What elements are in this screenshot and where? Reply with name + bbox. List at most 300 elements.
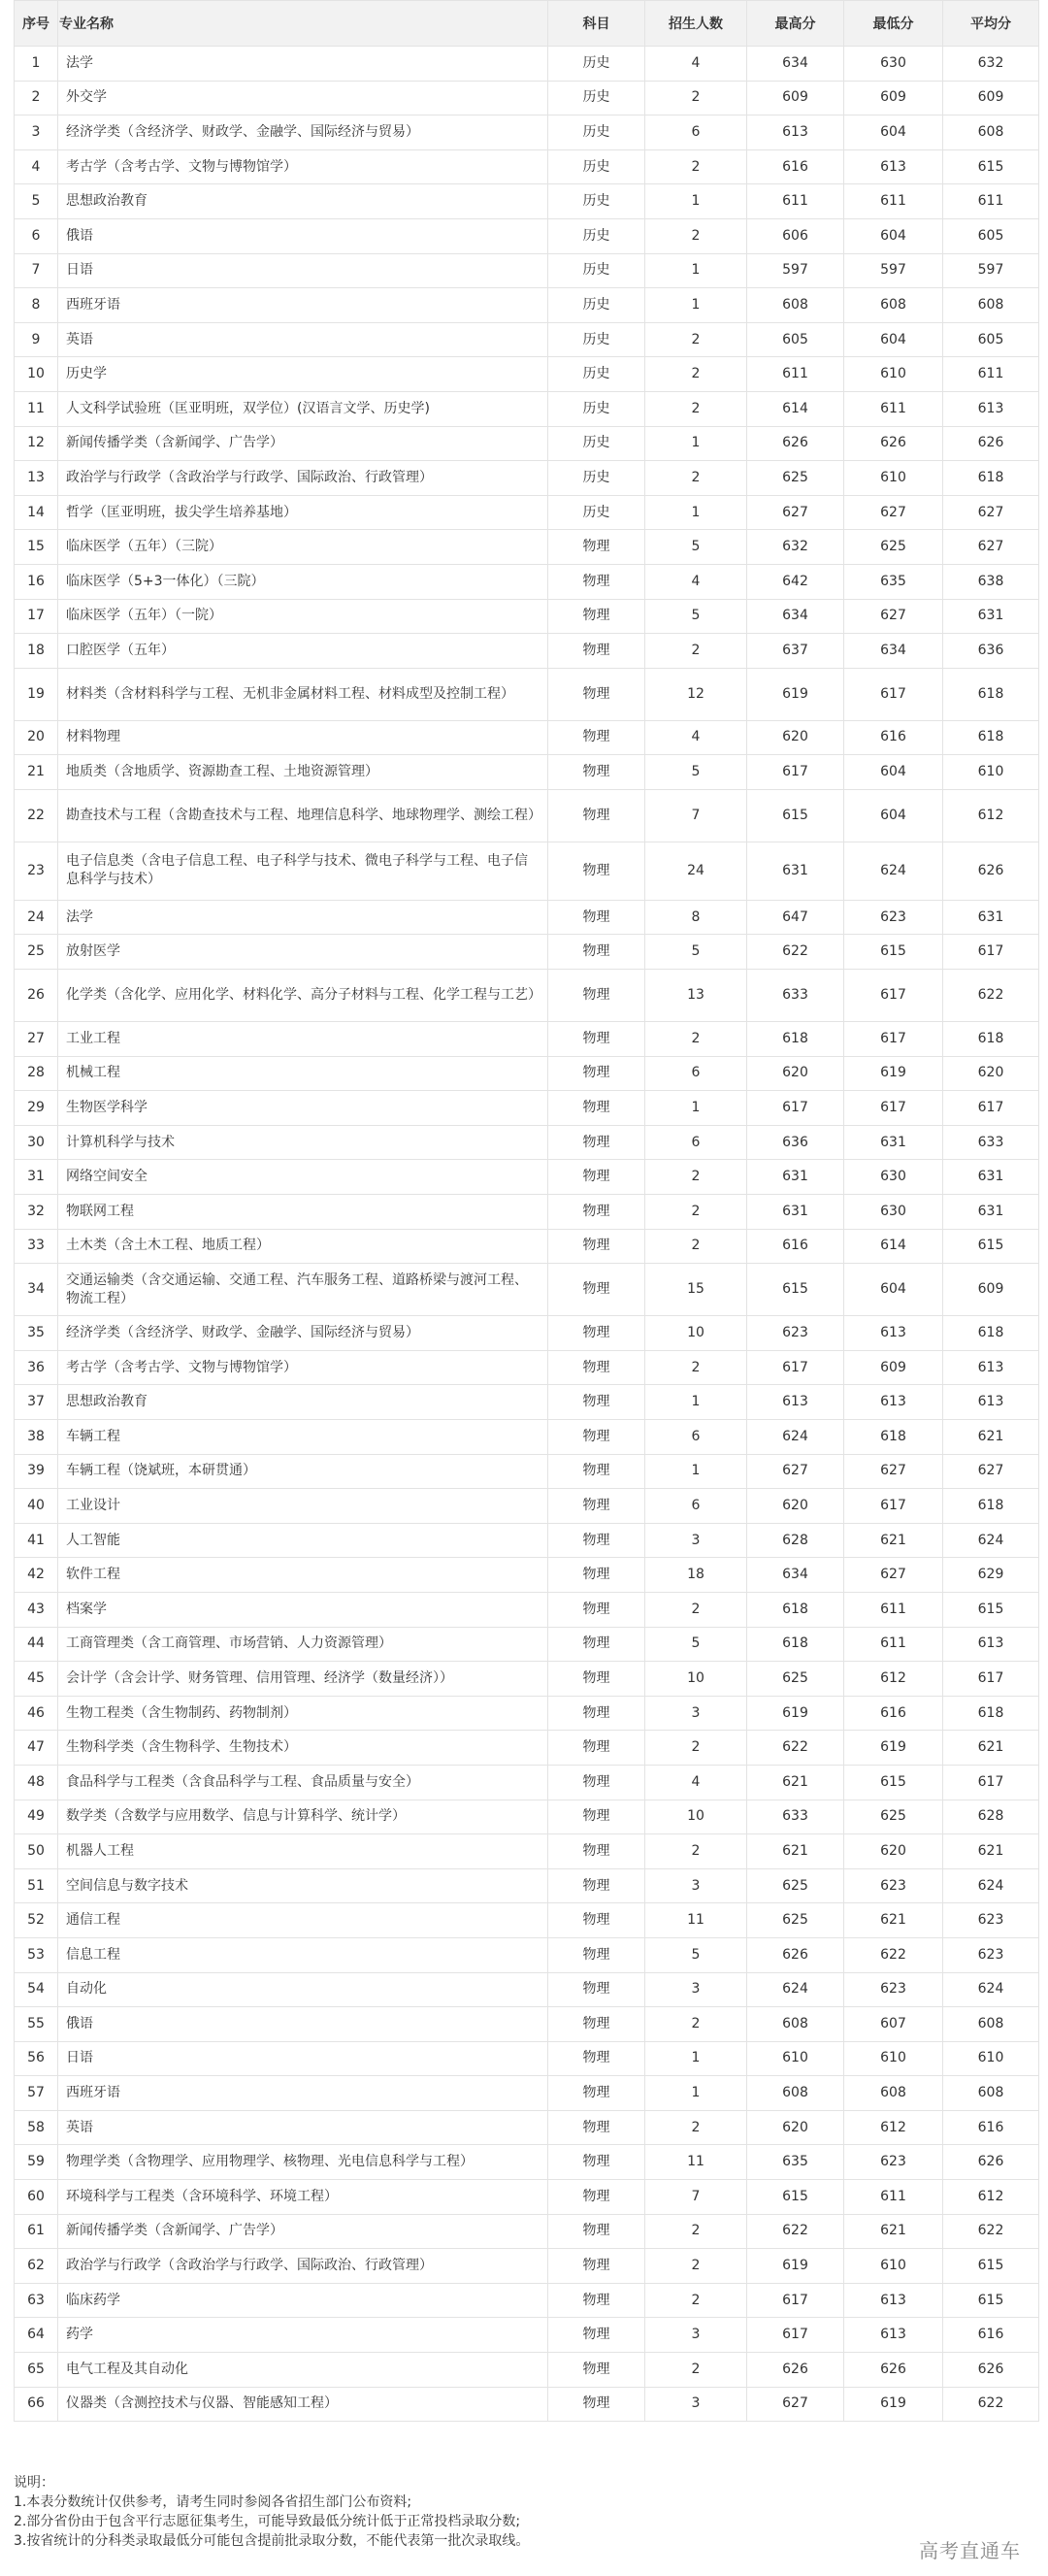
cell-major-name: 人工智能 <box>58 1523 548 1558</box>
table-row <box>15 2318 1039 2353</box>
cell-avg-score: 627 <box>943 530 1039 565</box>
cell-subject: 物理 <box>548 2041 645 2076</box>
cell-major-name: 通信工程 <box>58 1903 548 1938</box>
cell-avg-score: 627 <box>943 1454 1039 1489</box>
table-row <box>15 1229 1039 1264</box>
cell-min-score: 623 <box>844 1868 943 1903</box>
cell-max-score: 617 <box>747 755 844 790</box>
cell-min-score: 624 <box>844 842 943 900</box>
table-row <box>15 2145 1039 2180</box>
cell-avg-score: 636 <box>943 634 1039 669</box>
cell-enrollment: 24 <box>645 842 747 900</box>
cell-subject: 历史 <box>548 391 645 426</box>
cell-major-name: 交通运输类（含交通运输、交通工程、汽车服务工程、道路桥梁与渡河工程、物流工程） <box>58 1264 548 1316</box>
cell-max-score: 627 <box>747 495 844 530</box>
cell-min-score: 622 <box>844 1937 943 1972</box>
cell-index: 50 <box>15 1834 58 1869</box>
cell-avg-score: 605 <box>943 322 1039 357</box>
table-row <box>15 426 1039 461</box>
cell-max-score: 618 <box>747 1592 844 1627</box>
cell-max-score: 617 <box>747 2318 844 2353</box>
table-row <box>15 1937 1039 1972</box>
cell-avg-score: 613 <box>943 1350 1039 1385</box>
cell-enrollment: 3 <box>645 1523 747 1558</box>
cell-avg-score: 632 <box>943 47 1039 82</box>
cell-enrollment: 2 <box>645 1350 747 1385</box>
table-row <box>15 2076 1039 2111</box>
cell-subject: 物理 <box>548 1160 645 1195</box>
table-row <box>15 116 1039 150</box>
cell-avg-score: 616 <box>943 2110 1039 2145</box>
cell-max-score: 622 <box>747 1731 844 1766</box>
cell-index: 6 <box>15 218 58 253</box>
cell-subject: 物理 <box>548 1937 645 1972</box>
cell-enrollment: 2 <box>645 1731 747 1766</box>
cell-min-score: 623 <box>844 1972 943 2007</box>
cell-min-score: 621 <box>844 1903 943 1938</box>
cell-subject: 物理 <box>548 2214 645 2249</box>
table-row <box>15 1558 1039 1593</box>
cell-min-score: 619 <box>844 2387 943 2422</box>
cell-index: 45 <box>15 1662 58 1697</box>
table-row <box>15 530 1039 565</box>
cell-max-score: 632 <box>747 530 844 565</box>
cell-major-name: 新闻传播学类（含新闻学、广告学） <box>58 426 548 461</box>
cell-enrollment: 1 <box>645 1385 747 1420</box>
cell-min-score: 621 <box>844 1523 943 1558</box>
cell-min-score: 604 <box>844 1264 943 1316</box>
cell-enrollment: 8 <box>645 900 747 935</box>
col-header-major: 专业名称 <box>58 1 548 47</box>
cell-min-score: 609 <box>844 1350 943 1385</box>
cell-avg-score: 631 <box>943 900 1039 935</box>
cell-subject: 物理 <box>548 2318 645 2353</box>
cell-index: 35 <box>15 1316 58 1351</box>
cell-max-score: 608 <box>747 2007 844 2042</box>
cell-min-score: 627 <box>844 599 943 634</box>
cell-min-score: 611 <box>844 2180 943 2215</box>
cell-subject: 物理 <box>548 2007 645 2042</box>
cell-major-name: 化学类（含化学、应用化学、材料化学、高分子材料与工程、化学工程与工艺） <box>58 970 548 1022</box>
cell-enrollment: 1 <box>645 288 747 323</box>
cell-min-score: 621 <box>844 2214 943 2249</box>
cell-index: 2 <box>15 81 58 116</box>
cell-subject: 物理 <box>548 1454 645 1489</box>
cell-index: 42 <box>15 1558 58 1593</box>
table-row <box>15 2387 1039 2422</box>
cell-index: 62 <box>15 2249 58 2284</box>
cell-max-score: 608 <box>747 288 844 323</box>
cell-subject: 物理 <box>548 1022 645 1057</box>
cell-index: 5 <box>15 184 58 219</box>
cell-min-score: 617 <box>844 1022 943 1057</box>
cell-major-name: 临床医学（五年）（三院） <box>58 530 548 565</box>
cell-index: 20 <box>15 720 58 755</box>
cell-enrollment: 2 <box>645 634 747 669</box>
cell-major-name: 放射医学 <box>58 935 548 970</box>
cell-avg-score: 608 <box>943 2076 1039 2111</box>
cell-enrollment: 6 <box>645 1125 747 1160</box>
table-row <box>15 184 1039 219</box>
cell-max-score: 635 <box>747 2145 844 2180</box>
table-row <box>15 1350 1039 1385</box>
cell-enrollment: 2 <box>645 2110 747 2145</box>
cell-avg-score: 618 <box>943 1022 1039 1057</box>
cell-index: 16 <box>15 564 58 599</box>
cell-enrollment: 3 <box>645 1868 747 1903</box>
cell-major-name: 英语 <box>58 322 548 357</box>
cell-enrollment: 1 <box>645 495 747 530</box>
cell-index: 38 <box>15 1420 58 1455</box>
cell-index: 27 <box>15 1022 58 1057</box>
cell-enrollment: 2 <box>645 1229 747 1264</box>
cell-major-name: 电子信息类（含电子信息工程、电子科学与技术、微电子科学与工程、电子信息科学与技术） <box>58 842 548 900</box>
cell-max-score: 611 <box>747 357 844 392</box>
cell-major-name: 地质类（含地质学、资源勘查工程、土地资源管理） <box>58 755 548 790</box>
table-row <box>15 2283 1039 2318</box>
cell-subject: 物理 <box>548 1350 645 1385</box>
cell-major-name: 车辆工程 <box>58 1420 548 1455</box>
cell-index: 32 <box>15 1195 58 1230</box>
cell-avg-score: 617 <box>943 1662 1039 1697</box>
cell-max-score: 631 <box>747 842 844 900</box>
cell-min-score: 626 <box>844 2353 943 2388</box>
cell-enrollment: 11 <box>645 1903 747 1938</box>
cell-major-name: 勘查技术与工程（含勘查技术与工程、地理信息科学、地球物理学、测绘工程） <box>58 789 548 842</box>
notes-title: 说明： <box>14 2475 54 2491</box>
cell-min-score: 615 <box>844 1765 943 1800</box>
table-row <box>15 149 1039 184</box>
cell-index: 21 <box>15 755 58 790</box>
cell-avg-score: 615 <box>943 2249 1039 2284</box>
cell-max-score: 618 <box>747 1022 844 1057</box>
cell-subject: 历史 <box>548 149 645 184</box>
cell-max-score: 634 <box>747 47 844 82</box>
table-row <box>15 1091 1039 1126</box>
cell-avg-score: 622 <box>943 970 1039 1022</box>
col-header-subject: 科目 <box>548 1 645 47</box>
cell-major-name: 西班牙语 <box>58 288 548 323</box>
cell-index: 40 <box>15 1489 58 1524</box>
cell-enrollment: 2 <box>645 81 747 116</box>
cell-subject: 物理 <box>548 900 645 935</box>
cell-subject: 历史 <box>548 218 645 253</box>
cell-avg-score: 609 <box>943 1264 1039 1316</box>
cell-min-score: 617 <box>844 668 943 720</box>
cell-max-score: 611 <box>747 184 844 219</box>
cell-major-name: 经济学类（含经济学、财政学、金融学、国际经济与贸易） <box>58 116 548 150</box>
cell-enrollment: 2 <box>645 357 747 392</box>
cell-min-score: 623 <box>844 900 943 935</box>
cell-min-score: 625 <box>844 1800 943 1834</box>
table-row <box>15 1868 1039 1903</box>
cell-major-name: 电气工程及其自动化 <box>58 2353 548 2388</box>
cell-subject: 物理 <box>548 842 645 900</box>
cell-avg-score: 618 <box>943 461 1039 496</box>
cell-major-name: 会计学（含会计学、财务管理、信用管理、经济学（数量经济）） <box>58 1662 548 1697</box>
cell-index: 31 <box>15 1160 58 1195</box>
cell-subject: 物理 <box>548 970 645 1022</box>
cell-min-score: 613 <box>844 2318 943 2353</box>
cell-enrollment: 5 <box>645 755 747 790</box>
cell-max-score: 622 <box>747 935 844 970</box>
cell-index: 3 <box>15 116 58 150</box>
cell-min-score: 604 <box>844 755 943 790</box>
cell-enrollment: 3 <box>645 1972 747 2007</box>
table-row <box>15 1592 1039 1627</box>
cell-min-score: 610 <box>844 357 943 392</box>
cell-subject: 物理 <box>548 530 645 565</box>
cell-max-score: 620 <box>747 2110 844 2145</box>
table-row <box>15 755 1039 790</box>
cell-index: 15 <box>15 530 58 565</box>
cell-subject: 物理 <box>548 2353 645 2388</box>
cell-avg-score: 638 <box>943 564 1039 599</box>
table-row <box>15 1903 1039 1938</box>
cell-max-score: 634 <box>747 599 844 634</box>
table-header-row <box>15 1 1039 47</box>
cell-major-name: 工商管理类（含工商管理、市场营销、人力资源管理） <box>58 1627 548 1662</box>
cell-max-score: 625 <box>747 1662 844 1697</box>
cell-index: 66 <box>15 2387 58 2422</box>
cell-major-name: 仪器类（含测控技术与仪器、智能感知工程） <box>58 2387 548 2422</box>
cell-avg-score: 597 <box>943 253 1039 288</box>
cell-max-score: 631 <box>747 1160 844 1195</box>
table-row <box>15 1627 1039 1662</box>
cell-avg-score: 610 <box>943 2041 1039 2076</box>
cell-avg-score: 624 <box>943 1523 1039 1558</box>
cell-index: 23 <box>15 842 58 900</box>
cell-avg-score: 620 <box>943 1056 1039 1091</box>
cell-subject: 历史 <box>548 116 645 150</box>
cell-index: 30 <box>15 1125 58 1160</box>
cell-max-score: 642 <box>747 564 844 599</box>
cell-max-score: 617 <box>747 1350 844 1385</box>
cell-max-score: 620 <box>747 720 844 755</box>
cell-enrollment: 1 <box>645 253 747 288</box>
cell-avg-score: 629 <box>943 1558 1039 1593</box>
cell-avg-score: 624 <box>943 1972 1039 2007</box>
cell-enrollment: 2 <box>645 149 747 184</box>
table-row <box>15 634 1039 669</box>
cell-avg-score: 616 <box>943 2318 1039 2353</box>
cell-index: 46 <box>15 1696 58 1731</box>
cell-major-name: 俄语 <box>58 2007 548 2042</box>
cell-min-score: 610 <box>844 2041 943 2076</box>
cell-major-name: 政治学与行政学（含政治学与行政学、国际政治、行政管理） <box>58 2249 548 2284</box>
cell-avg-score: 618 <box>943 1489 1039 1524</box>
col-header-enrollment: 招生人数 <box>645 1 747 47</box>
cell-index: 52 <box>15 1903 58 1938</box>
cell-min-score: 610 <box>844 461 943 496</box>
cell-enrollment: 6 <box>645 1489 747 1524</box>
cell-enrollment: 7 <box>645 789 747 842</box>
cell-max-score: 636 <box>747 1125 844 1160</box>
table-row <box>15 970 1039 1022</box>
cell-max-score: 620 <box>747 1056 844 1091</box>
cell-subject: 物理 <box>548 1385 645 1420</box>
cell-enrollment: 12 <box>645 668 747 720</box>
cell-major-name: 物理学类（含物理学、应用物理学、核物理、光电信息科学与工程） <box>58 2145 548 2180</box>
cell-min-score: 627 <box>844 495 943 530</box>
cell-enrollment: 1 <box>645 2076 747 2111</box>
cell-avg-score: 615 <box>943 149 1039 184</box>
cell-min-score: 617 <box>844 1091 943 1126</box>
cell-index: 28 <box>15 1056 58 1091</box>
cell-avg-score: 623 <box>943 1903 1039 1938</box>
table-row <box>15 495 1039 530</box>
cell-avg-score: 624 <box>943 1868 1039 1903</box>
cell-subject: 历史 <box>548 81 645 116</box>
cell-index: 63 <box>15 2283 58 2318</box>
table-row <box>15 1696 1039 1731</box>
cell-min-score: 627 <box>844 1558 943 1593</box>
cell-enrollment: 18 <box>645 1558 747 1593</box>
cell-major-name: 土木类（含土木工程、地质工程） <box>58 1229 548 1264</box>
table-row <box>15 2110 1039 2145</box>
cell-enrollment: 1 <box>645 1454 747 1489</box>
cell-enrollment: 3 <box>645 1696 747 1731</box>
cell-subject: 物理 <box>548 755 645 790</box>
table-body <box>15 47 1039 2422</box>
cell-min-score: 630 <box>844 47 943 82</box>
cell-min-score: 597 <box>844 253 943 288</box>
cell-subject: 物理 <box>548 1696 645 1731</box>
cell-subject: 物理 <box>548 1558 645 1593</box>
cell-subject: 物理 <box>548 935 645 970</box>
cell-max-score: 615 <box>747 789 844 842</box>
cell-max-score: 626 <box>747 2353 844 2388</box>
cell-avg-score: 608 <box>943 288 1039 323</box>
cell-avg-score: 609 <box>943 81 1039 116</box>
cell-major-name: 自动化 <box>58 1972 548 2007</box>
note-line-1: 1.本表分数统计仅供参考，请考生同时参阅各省招生部门公布资料; <box>14 2494 412 2510</box>
cell-max-score: 609 <box>747 81 844 116</box>
cell-max-score: 624 <box>747 1972 844 2007</box>
cell-index: 7 <box>15 253 58 288</box>
cell-max-score: 608 <box>747 2076 844 2111</box>
table-row <box>15 1125 1039 1160</box>
cell-major-name: 工业设计 <box>58 1489 548 1524</box>
note-line-3: 3.按省统计的分科类录取最低分可能包含提前批录取分数，不能代表第一批次录取线。 <box>14 2533 530 2549</box>
cell-max-score: 623 <box>747 1316 844 1351</box>
cell-enrollment: 10 <box>645 1662 747 1697</box>
cell-enrollment: 5 <box>645 530 747 565</box>
cell-index: 18 <box>15 634 58 669</box>
cell-min-score: 611 <box>844 1627 943 1662</box>
cell-major-name: 食品科学与工程类（含食品科学与工程、食品质量与安全） <box>58 1765 548 1800</box>
cell-subject: 物理 <box>548 1125 645 1160</box>
cell-subject: 物理 <box>548 2110 645 2145</box>
cell-index: 59 <box>15 2145 58 2180</box>
cell-index: 54 <box>15 1972 58 2007</box>
table-row <box>15 1662 1039 1697</box>
cell-enrollment: 2 <box>645 1592 747 1627</box>
cell-min-score: 604 <box>844 789 943 842</box>
cell-min-score: 619 <box>844 1056 943 1091</box>
cell-avg-score: 631 <box>943 1195 1039 1230</box>
cell-avg-score: 608 <box>943 116 1039 150</box>
cell-enrollment: 5 <box>645 1627 747 1662</box>
cell-avg-score: 622 <box>943 2387 1039 2422</box>
cell-subject: 物理 <box>548 1868 645 1903</box>
cell-index: 33 <box>15 1229 58 1264</box>
cell-enrollment: 2 <box>645 2283 747 2318</box>
cell-max-score: 619 <box>747 1696 844 1731</box>
cell-enrollment: 4 <box>645 1765 747 1800</box>
cell-major-name: 计算机科学与技术 <box>58 1125 548 1160</box>
cell-min-score: 611 <box>844 184 943 219</box>
cell-min-score: 615 <box>844 935 943 970</box>
cell-avg-score: 631 <box>943 599 1039 634</box>
table-row <box>15 357 1039 392</box>
cell-min-score: 625 <box>844 530 943 565</box>
cell-major-name: 临床医学（五年）（一院） <box>58 599 548 634</box>
cell-min-score: 635 <box>844 564 943 599</box>
cell-min-score: 613 <box>844 149 943 184</box>
cell-max-score: 606 <box>747 218 844 253</box>
cell-major-name: 哲学（匡亚明班，拔尖学生培养基地） <box>58 495 548 530</box>
cell-index: 64 <box>15 2318 58 2353</box>
cell-enrollment: 1 <box>645 2041 747 2076</box>
cell-enrollment: 5 <box>645 599 747 634</box>
cell-major-name: 思想政治教育 <box>58 1385 548 1420</box>
cell-max-score: 625 <box>747 1868 844 1903</box>
cell-major-name: 信息工程 <box>58 1937 548 1972</box>
cell-avg-score: 611 <box>943 184 1039 219</box>
cell-enrollment: 2 <box>645 218 747 253</box>
cell-index: 36 <box>15 1350 58 1385</box>
cell-min-score: 604 <box>844 218 943 253</box>
cell-subject: 物理 <box>548 634 645 669</box>
cell-max-score: 618 <box>747 1627 844 1662</box>
cell-subject: 物理 <box>548 564 645 599</box>
cell-subject: 历史 <box>548 184 645 219</box>
table-row <box>15 2353 1039 2388</box>
cell-avg-score: 626 <box>943 2145 1039 2180</box>
cell-enrollment: 1 <box>645 426 747 461</box>
cell-enrollment: 6 <box>645 1056 747 1091</box>
cell-avg-score: 618 <box>943 1316 1039 1351</box>
cell-avg-score: 621 <box>943 1420 1039 1455</box>
cell-enrollment: 2 <box>645 1022 747 1057</box>
table-row <box>15 81 1039 116</box>
cell-enrollment: 6 <box>645 1420 747 1455</box>
table-row <box>15 1195 1039 1230</box>
cell-index: 10 <box>15 357 58 392</box>
table-row <box>15 1454 1039 1489</box>
cell-major-name: 思想政治教育 <box>58 184 548 219</box>
cell-major-name: 新闻传播学类（含新闻学、广告学） <box>58 2214 548 2249</box>
cell-min-score: 604 <box>844 116 943 150</box>
table-row <box>15 1160 1039 1195</box>
cell-subject: 物理 <box>548 1489 645 1524</box>
cell-subject: 物理 <box>548 2283 645 2318</box>
table-row <box>15 1056 1039 1091</box>
cell-min-score: 616 <box>844 720 943 755</box>
cell-index: 44 <box>15 1627 58 1662</box>
cell-subject: 物理 <box>548 2145 645 2180</box>
cell-major-name: 外交学 <box>58 81 548 116</box>
cell-index: 51 <box>15 1868 58 1903</box>
cell-max-score: 631 <box>747 1195 844 1230</box>
table-row <box>15 1800 1039 1834</box>
cell-max-score: 613 <box>747 116 844 150</box>
cell-major-name: 材料类（含材料科学与工程、无机非金属材料工程、材料成型及控制工程） <box>58 668 548 720</box>
cell-min-score: 616 <box>844 1696 943 1731</box>
cell-min-score: 619 <box>844 1731 943 1766</box>
cell-max-score: 610 <box>747 2041 844 2076</box>
